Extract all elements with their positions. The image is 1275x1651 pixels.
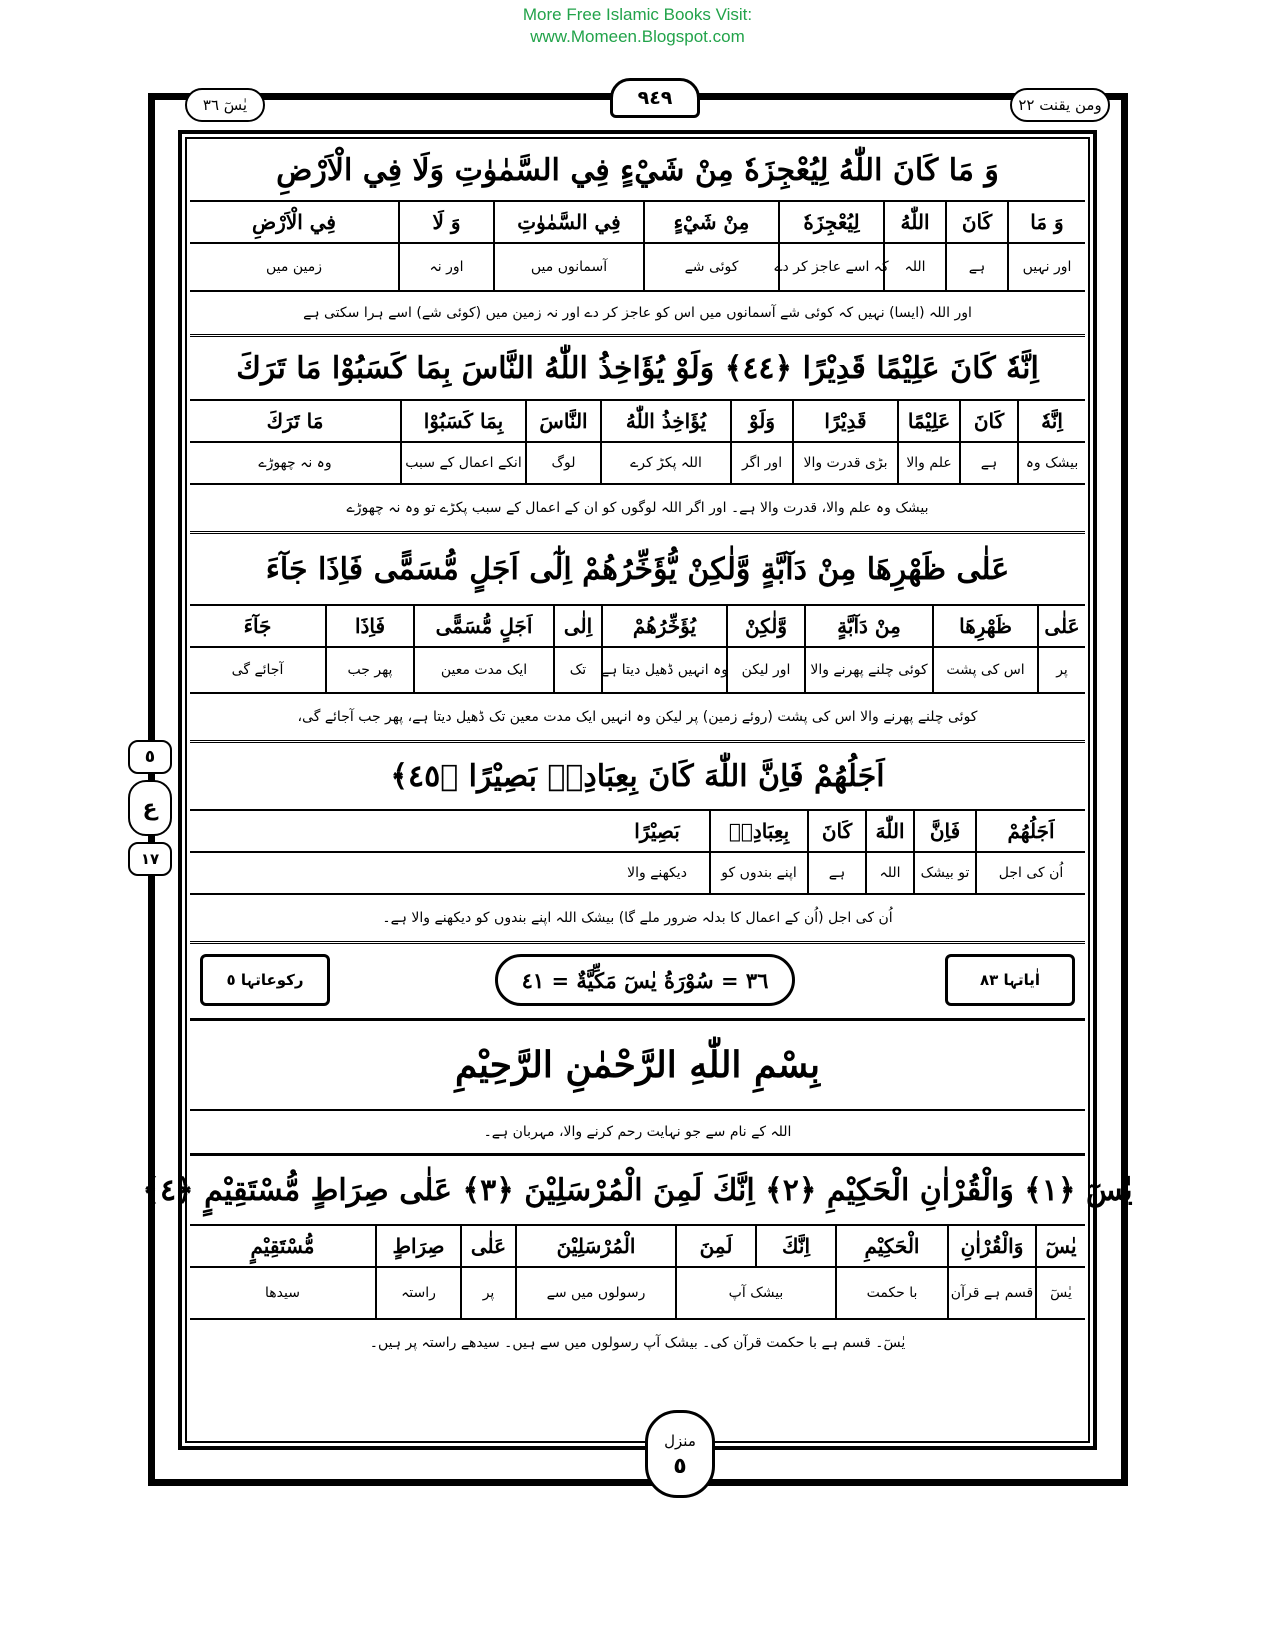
meaning-cell: ہے	[807, 853, 865, 893]
word-cell: عَلٰى	[460, 1226, 515, 1266]
surah-header	[190, 944, 1085, 1021]
manzil-marker	[645, 1410, 715, 1498]
meaning-row	[190, 853, 1085, 895]
manzil-number: ٥	[673, 1454, 687, 1479]
meaning-cell: اُن کی اجل	[975, 853, 1085, 893]
ayah-line: اَجَلُهُمْ فَاِنَّ اللّٰهَ كَانَ بِعِبَادِهٖ بَصِيْرًا ﴿٤٥﴾	[190, 743, 1085, 811]
meaning-row	[190, 244, 1085, 292]
translation-line: بیشک وہ علم والا، قدرت والا ہے۔ اور اگر اللہ لوگوں کو ان کے اعمال کے سبب پکڑے تو وہ نہ چھوڑے	[190, 485, 1085, 534]
word-row	[190, 1226, 1085, 1268]
ayah-line: يٰسٓ ﴿١﴾ وَالْقُرْاٰنِ الْحَكِيْمِ ﴿٢﴾ اِنَّكَ لَمِنَ الْمُرْسَلِيْنَ ﴿٣﴾ عَلٰى صِرَاطٍ مُّسْتَقِيْمٍ ﴿٤﴾	[190, 1156, 1085, 1226]
header-juz-label: ومن يقنت ٢٢	[1010, 88, 1110, 122]
meaning-cell: اللہ پکڑ کرے	[600, 443, 730, 483]
word-cell: ظَهْرِهَا	[932, 606, 1037, 646]
word-cell: صِرَاطٍ	[375, 1226, 460, 1266]
meaning-cell: با حکمت	[835, 1268, 947, 1318]
word-cell: يٰسٓ	[1035, 1226, 1085, 1266]
manzil-label: منزل	[664, 1432, 696, 1450]
bismillah: بِسْمِ اللّٰهِ الرَّحْمٰنِ الرَّحِيْمِ	[190, 1021, 1085, 1111]
meaning-cell: پر	[1037, 648, 1085, 692]
meaning-cell: رسولوں میں سے	[515, 1268, 675, 1318]
side-marker-bottom: ١٧	[128, 842, 172, 876]
meaning-cell: سیدھا	[265, 1285, 300, 1301]
meaning-cell: تو بیشک	[913, 853, 975, 893]
word-cell: فِي الْاَرْضِ	[252, 210, 336, 234]
meaning-cell: انکے اعمال کے سبب	[400, 443, 525, 483]
meaning-cell: اللہ	[883, 244, 945, 290]
ayah-line: وَ مَا كَانَ اللّٰهُ لِيُعْجِزَهٗ مِنْ شَيْءٍ فِي السَّمٰوٰتِ وَلَا فِي الْاَرْضِ	[190, 140, 1085, 202]
word-cell: كَانَ	[959, 401, 1017, 441]
ayat-count-box: اٰیاتہا ٨٣	[945, 954, 1075, 1006]
meaning-cell: آجائے گی	[231, 662, 284, 678]
meaning-cell: لوگ	[525, 443, 600, 483]
translation-line: یٰسٓ۔ قسم ہے با حکمت قرآن کی۔ بیشک آپ رسولوں میں سے ہیں۔ سیدھے راستہ پر ہیں۔	[369, 1335, 906, 1351]
word-cell: بِمَا كَسَبُوْا	[400, 401, 525, 441]
meaning-row	[190, 648, 1085, 694]
meaning-cell: ایک مدت معین	[413, 648, 553, 692]
meaning-cell: دیکھنے والا	[627, 865, 687, 881]
meaning-cell: تک	[553, 648, 601, 692]
meaning-cell: قسم ہے قرآن	[947, 1268, 1035, 1318]
word-cell: عَلِيْمًا	[897, 401, 959, 441]
word-row	[190, 202, 1085, 244]
word-cell: كَانَ	[945, 202, 1007, 242]
promo-line-1: More Free Islamic Books Visit:	[522, 5, 753, 24]
word-cell: فَاِنَّ	[913, 811, 975, 851]
meaning-cell: وہ نہ چھوڑے	[258, 455, 332, 471]
meaning-cell: بیشک وہ	[1017, 443, 1085, 483]
side-marker-ruku: ع	[128, 780, 172, 836]
ayah-line: اِنَّهٗ كَانَ عَلِيْمًا قَدِيْرًا ﴿٤٤﴾ وَلَوْ يُؤَاخِذُ اللّٰهُ النَّاسَ بِمَا كَسَبُوْا مَا تَرَكَ	[190, 337, 1085, 401]
word-cell: قَدِيْرًا	[792, 401, 897, 441]
meaning-cell: پر	[460, 1268, 515, 1318]
word-row	[190, 811, 1085, 853]
word-cell: النَّاسَ	[525, 401, 600, 441]
meaning-cell: وہ انہیں ڈھیل دیتا ہے	[601, 648, 726, 692]
side-marker-top: ٥	[128, 740, 172, 774]
word-cell: اَجَلٍ مُّسَمًّى	[413, 606, 553, 646]
word-cell: اللّٰهُ	[883, 202, 945, 242]
meaning-row	[190, 1268, 1085, 1320]
ruku-count-box: رکوعاتہا ٥	[200, 954, 330, 1006]
word-cell: مُّسْتَقِيْمٍ	[250, 1234, 315, 1258]
word-cell: فَاِذَا	[325, 606, 413, 646]
word-cell: الْمُرْسَلِيْنَ	[515, 1226, 675, 1266]
word-cell: مِنْ شَيْءٍ	[643, 202, 778, 242]
meaning-cell: کوئی چلنے پھرنے والا	[804, 648, 932, 692]
meaning-cell: علم والا	[897, 443, 959, 483]
bismillah-translation: اللہ کے نام سے جو نہایت رحم کرنے والا، مہربان ہے۔	[190, 1111, 1085, 1156]
word-cell: لِيُعْجِزَهٗ	[778, 202, 883, 242]
meaning-cell: اور اگر	[730, 443, 792, 483]
meaning-cell: اور لیکن	[726, 648, 804, 692]
header-surah-label: يٰسٓ ٣٦	[185, 88, 265, 122]
meaning-cell: بیشک آپ	[675, 1268, 835, 1318]
word-cell: مِنْ دَآبَّةٍ	[804, 606, 932, 646]
word-cell: وَ مَا	[1007, 202, 1085, 242]
word-cell: يُؤَخِّرُهُمْ	[601, 606, 726, 646]
word-cell: وَالْقُرْاٰنِ	[947, 1226, 1035, 1266]
meaning-cell: زمین میں	[266, 259, 322, 275]
word-cell: اِلٰى	[553, 606, 601, 646]
page-number: ٩٤٩	[610, 78, 700, 118]
word-cell: لَمِنَ	[675, 1226, 755, 1266]
meaning-cell: اس کی پشت	[932, 648, 1037, 692]
meaning-cell: اور نہ	[398, 244, 493, 290]
meaning-cell: کوئی شے	[643, 244, 778, 290]
surah-name-box: ٣٦ = سُوْرَةُ يٰسٓ مَكِّيَّةٌ = ٤١	[495, 954, 795, 1006]
word-row	[190, 401, 1085, 443]
word-cell: بِعِبَادِهٖ	[709, 811, 807, 851]
meaning-cell: پھر جب	[325, 648, 413, 692]
meaning-cell: اللہ	[865, 853, 913, 893]
meaning-cell: راستہ	[375, 1268, 460, 1318]
meaning-cell: اپنے بندوں کو	[709, 853, 807, 893]
meaning-cell: کہ اسے عاجز کر دے	[778, 244, 883, 290]
word-cell: اِنَّهٗ	[1017, 401, 1085, 441]
word-row	[190, 606, 1085, 648]
meaning-cell: آسمانوں میں	[493, 244, 643, 290]
ayah-line: عَلٰى ظَهْرِهَا مِنْ دَآبَّةٍ وَّلٰكِنْ يُّؤَخِّرُهُمْ اِلٰٓى اَجَلٍ مُّسَمًّى فَاِذَا جَآءَ	[190, 534, 1085, 606]
word-cell: بَصِيْرًا	[634, 819, 680, 843]
word-cell: كَانَ	[807, 811, 865, 851]
translation-line: اُن کی اجل (اُن کے اعمال کا بدلہ ضرور ملے گا) بیشک اللہ اپنے بندوں کو دیکھنے والا ہے۔	[190, 895, 1085, 944]
word-cell: فِي السَّمٰوٰتِ	[493, 202, 643, 242]
meaning-cell: ہے	[959, 443, 1017, 483]
word-cell: اِنَّكَ	[755, 1226, 835, 1266]
word-cell: جَآءَ	[243, 614, 272, 638]
promo-link[interactable]: www.Momeen.Blogspot.com	[530, 27, 745, 46]
word-cell: عَلٰى	[1037, 606, 1085, 646]
word-cell: وَلَوْ	[730, 401, 792, 441]
word-cell: اَجَلُهُمْ	[975, 811, 1085, 851]
word-cell: مَا تَرَكَ	[266, 409, 324, 433]
promo-banner	[0, 4, 1275, 48]
word-cell: اللّٰهَ	[865, 811, 913, 851]
meaning-cell: بڑی قدرت والا	[792, 443, 897, 483]
word-cell: الْحَكِيْمِ	[835, 1226, 947, 1266]
word-cell: وَ لَا	[398, 202, 493, 242]
meaning-cell: یٰسٓ	[1035, 1268, 1085, 1318]
meaning-cell: ہے	[945, 244, 1007, 290]
meaning-row	[190, 443, 1085, 485]
translation-line: اور اللہ (ایسا) نہیں کہ کوئی شے آسمانوں میں اس کو عاجز کر دے اور نہ زمین میں (کوئی شے) اسے ہرا سکتی ہے	[190, 292, 1085, 337]
translation-line: کوئی چلنے پھرنے والا اس کی پشت (روئے زمین) پر لیکن وہ انہیں ایک مدت معین تک ڈھیل دیتا ہے، پھر جب آجائے گی،	[190, 694, 1085, 743]
word-cell: وَّلٰكِنْ	[726, 606, 804, 646]
word-cell: يُؤَاخِذُ اللّٰهُ	[600, 401, 730, 441]
meaning-cell: اور نہیں	[1007, 244, 1085, 290]
